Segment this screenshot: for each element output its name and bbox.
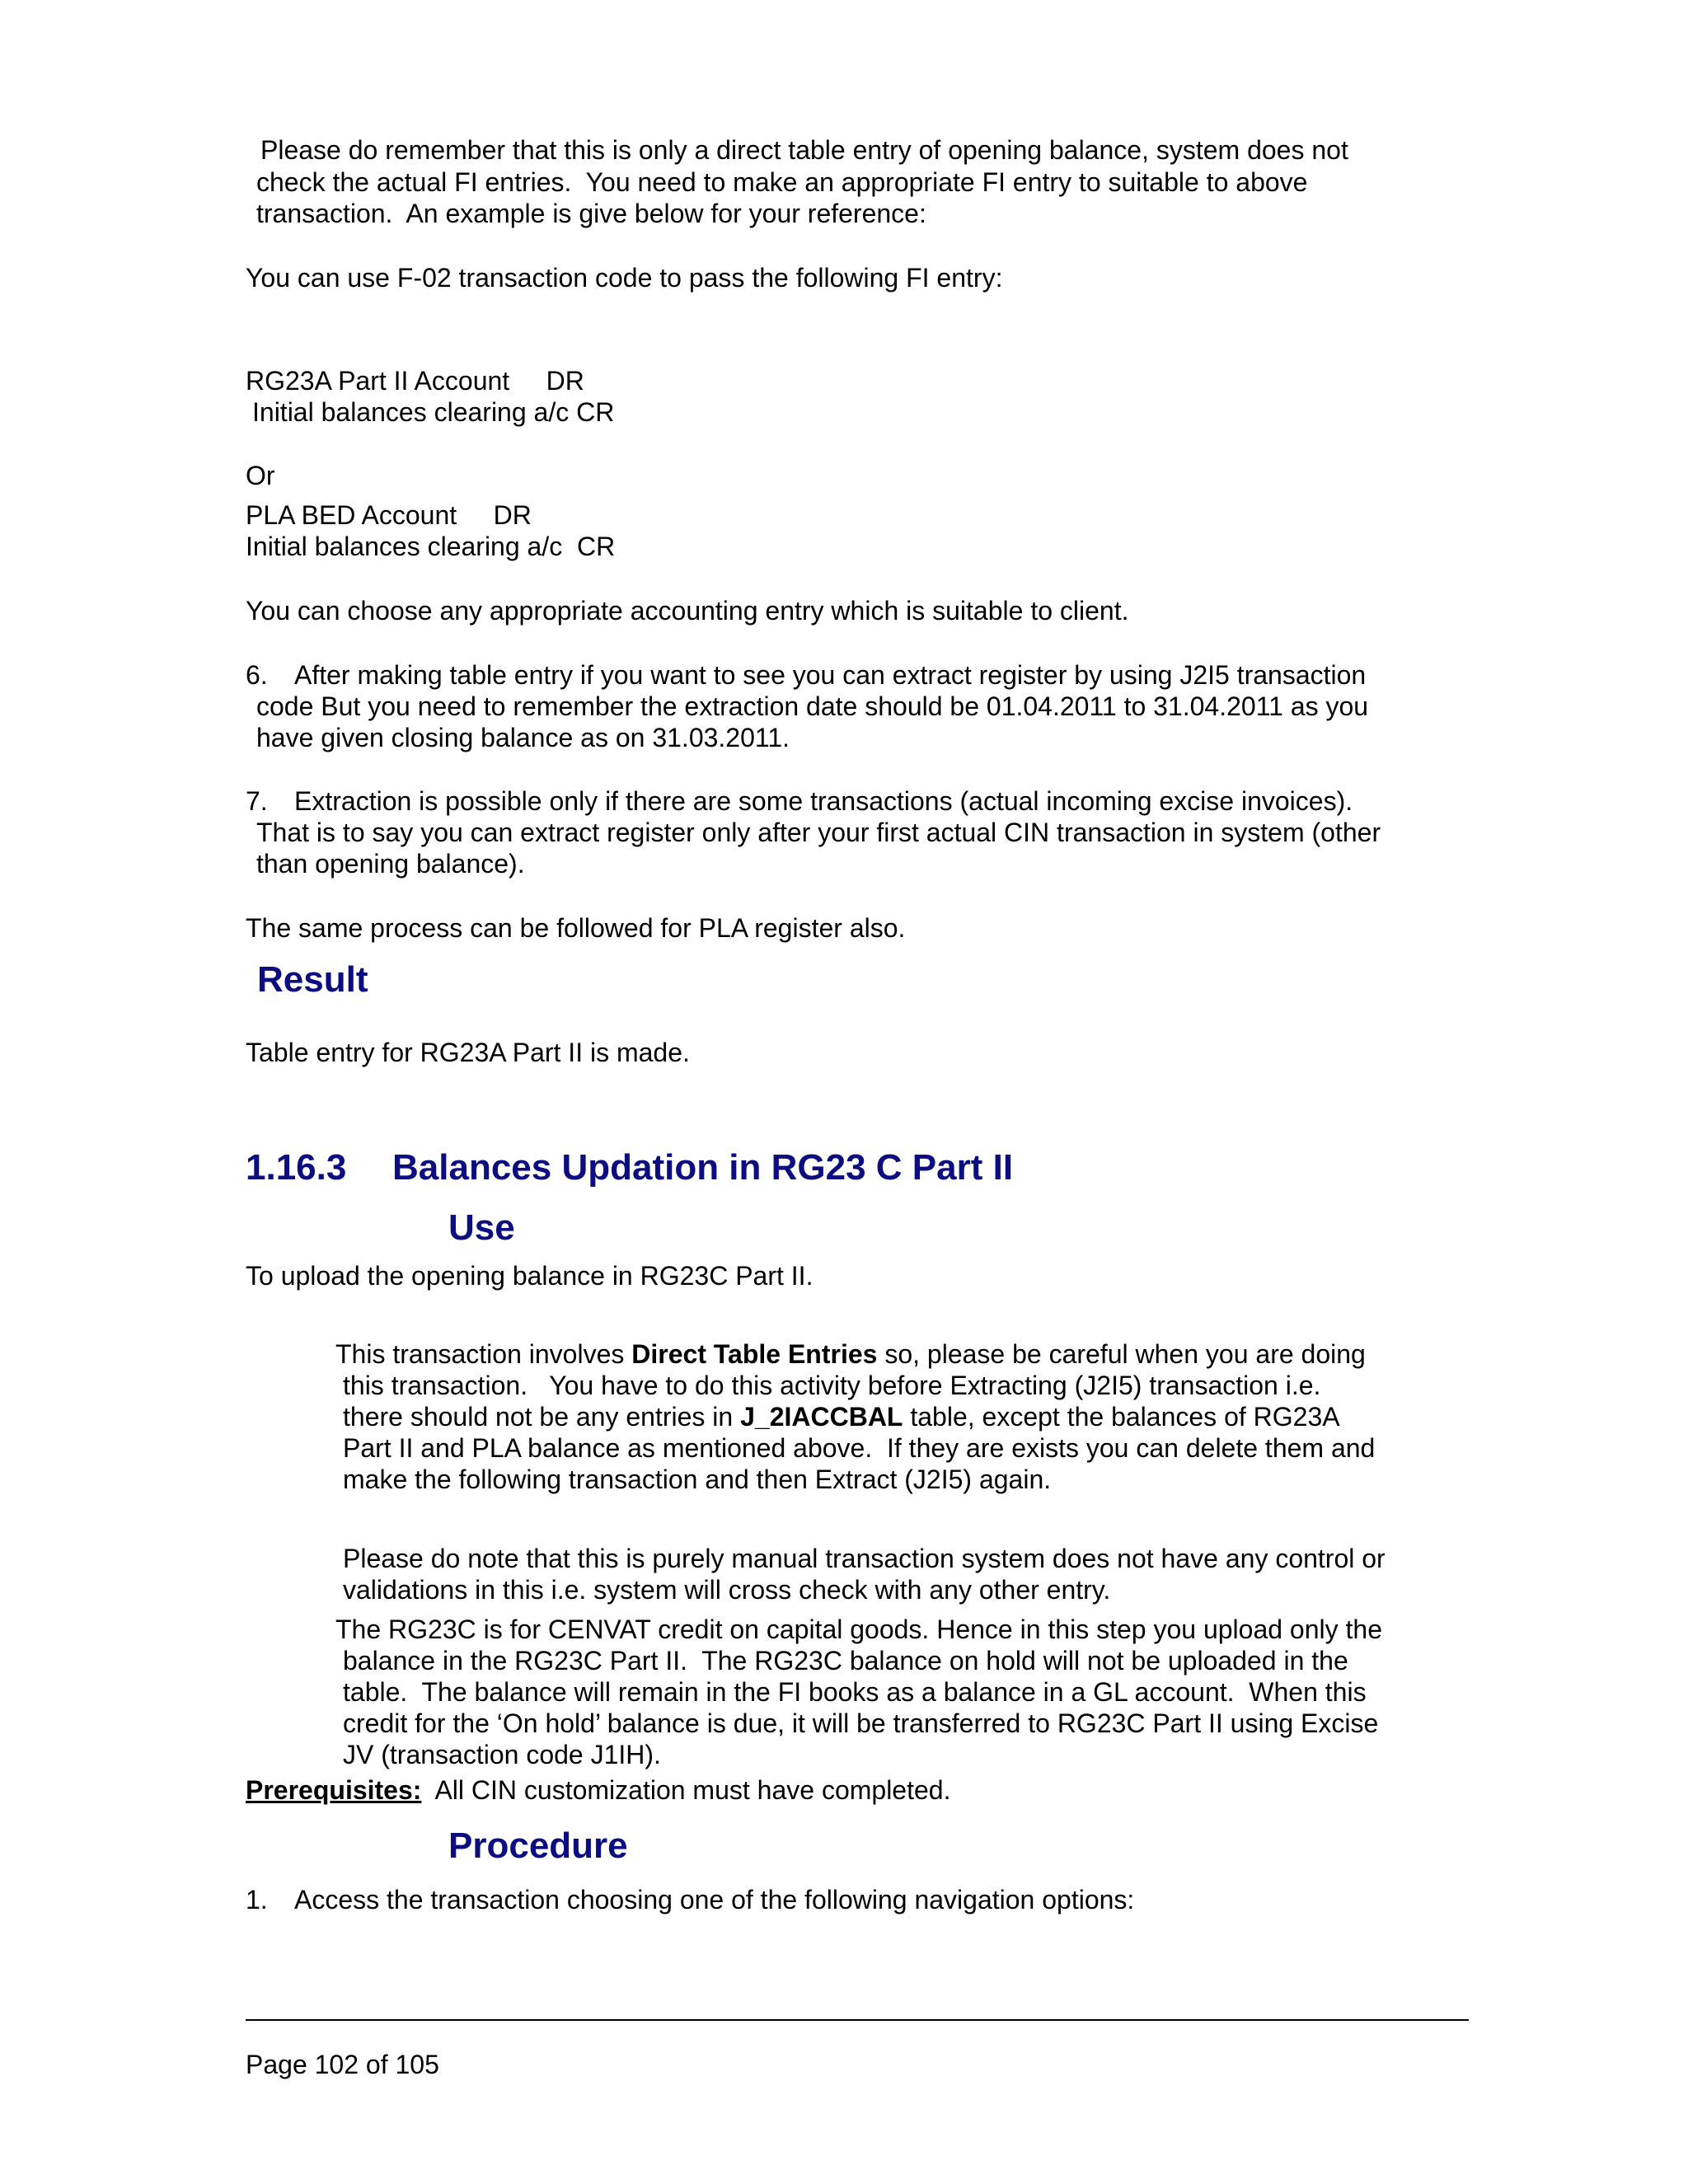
rg23c-note-line-2: balance in the RG23C Part II. The RG23C balance on hold will not be uploaded in the xyxy=(343,1646,1348,1675)
step7-line-1: Extraction is possible only if there are some transactions (actual incoming excise invoices). xyxy=(294,786,1353,816)
step1-text: Access the transaction choosing one of the following navigation options: xyxy=(294,1885,1135,1915)
use-text: To upload the opening balance in RG23C Part II. xyxy=(246,1261,814,1291)
direct-table-entries-bold: Direct Table Entries xyxy=(631,1339,878,1369)
warning-line-2: this transaction. You have to do this activity before Extracting (J2I5) transaction i.e. xyxy=(343,1371,1321,1400)
rg23c-note-line-5: JV (transaction code J1IH). xyxy=(343,1740,661,1769)
manual-note-line-1: Please do note that this is purely manual transaction system does not have any control or xyxy=(343,1544,1386,1573)
or-label: Or xyxy=(246,461,275,490)
step6-line-2: code But you need to remember the extraction date should be 01.04.2011 to 31.04.2011 as you xyxy=(256,691,1369,721)
step6-line-1: After making table entry if you want to see you can extract register by using J2I5 transaction xyxy=(294,660,1367,690)
result-text: Table entry for RG23A Part II is made. xyxy=(246,1038,690,1067)
intro-note-line-2: check the actual FI entries. You need to make an appropriate FI entry to suitable to above xyxy=(256,167,1308,197)
procedure-heading: Procedure xyxy=(448,1825,628,1866)
warning-line-3: there should not be any entries in J_2IACCBAL table, except the balances of RG23A xyxy=(343,1402,1340,1432)
section-number: 1.16.3 xyxy=(246,1147,347,1188)
result-heading: Result xyxy=(257,959,368,1000)
step7-line-2: That is to say you can extract register only after your first actual CIN transaction in system (other xyxy=(256,818,1381,847)
use-heading: Use xyxy=(448,1207,515,1248)
intro-note-line-3: transaction. An example is give below for your reference: xyxy=(256,199,926,228)
prerequisites-line xyxy=(246,1774,950,1807)
step7-number: 7. xyxy=(246,786,268,816)
table-name-bold: J_2IACCBAL xyxy=(740,1402,903,1432)
rg23c-note-line-1: The RG23C is for CENVAT credit on capital goods. Hence in this step you upload only the xyxy=(335,1615,1382,1644)
intro-note-line-1: Please do remember that this is only a direct table entry of opening balance, system does not xyxy=(260,135,1348,165)
page-number-footer: Page 102 of 105 xyxy=(246,2050,439,2079)
step6-number: 6. xyxy=(246,660,268,690)
footer-rule xyxy=(246,2019,1469,2021)
prerequisites-label: Prerequisites: xyxy=(246,1775,422,1805)
entry2-debit-line: PLA BED Account DR xyxy=(246,500,532,530)
f02-line: You can use F-02 transaction code to pass the following FI entry: xyxy=(246,263,1003,293)
warning-line-4: Part II and PLA balance as mentioned above. If they are exists you can delete them and xyxy=(343,1433,1376,1463)
rg23c-note-line-4: credit for the ‘On hold’ balance is due, it will be transferred to RG23C Part II using Excise xyxy=(343,1708,1379,1738)
step1-number: 1. xyxy=(246,1885,268,1915)
section-title: Balances Updation in RG23 C Part II xyxy=(392,1147,1014,1188)
step7-line-3: than opening balance). xyxy=(256,849,525,879)
rg23c-note-line-3: table. The balance will remain in the FI books as a balance in a GL account. When this xyxy=(343,1677,1367,1707)
entry2-credit-line: Initial balances clearing a/c CR xyxy=(246,532,616,561)
entry1-debit-line: RG23A Part II Account DR xyxy=(246,366,584,396)
warning-line-5: make the following transaction and then Extract (J2I5) again. xyxy=(343,1465,1052,1494)
entry1-credit-line: Initial balances clearing a/c CR xyxy=(252,397,615,427)
manual-note-line-2: validations in this i.e. system will cross check with any other entry. xyxy=(343,1575,1111,1605)
prerequisites-text: All CIN customization must have completed. xyxy=(421,1775,951,1805)
step6-line-3: have given closing balance as on 31.03.2011. xyxy=(256,723,790,752)
warning-line-1: This transaction involves Direct Table Entries so, please be careful when you are doing xyxy=(335,1339,1366,1369)
pla-line: The same process can be followed for PLA register also. xyxy=(246,913,906,943)
choose-line: You can choose any appropriate accounting entry which is suitable to client. xyxy=(246,596,1129,626)
